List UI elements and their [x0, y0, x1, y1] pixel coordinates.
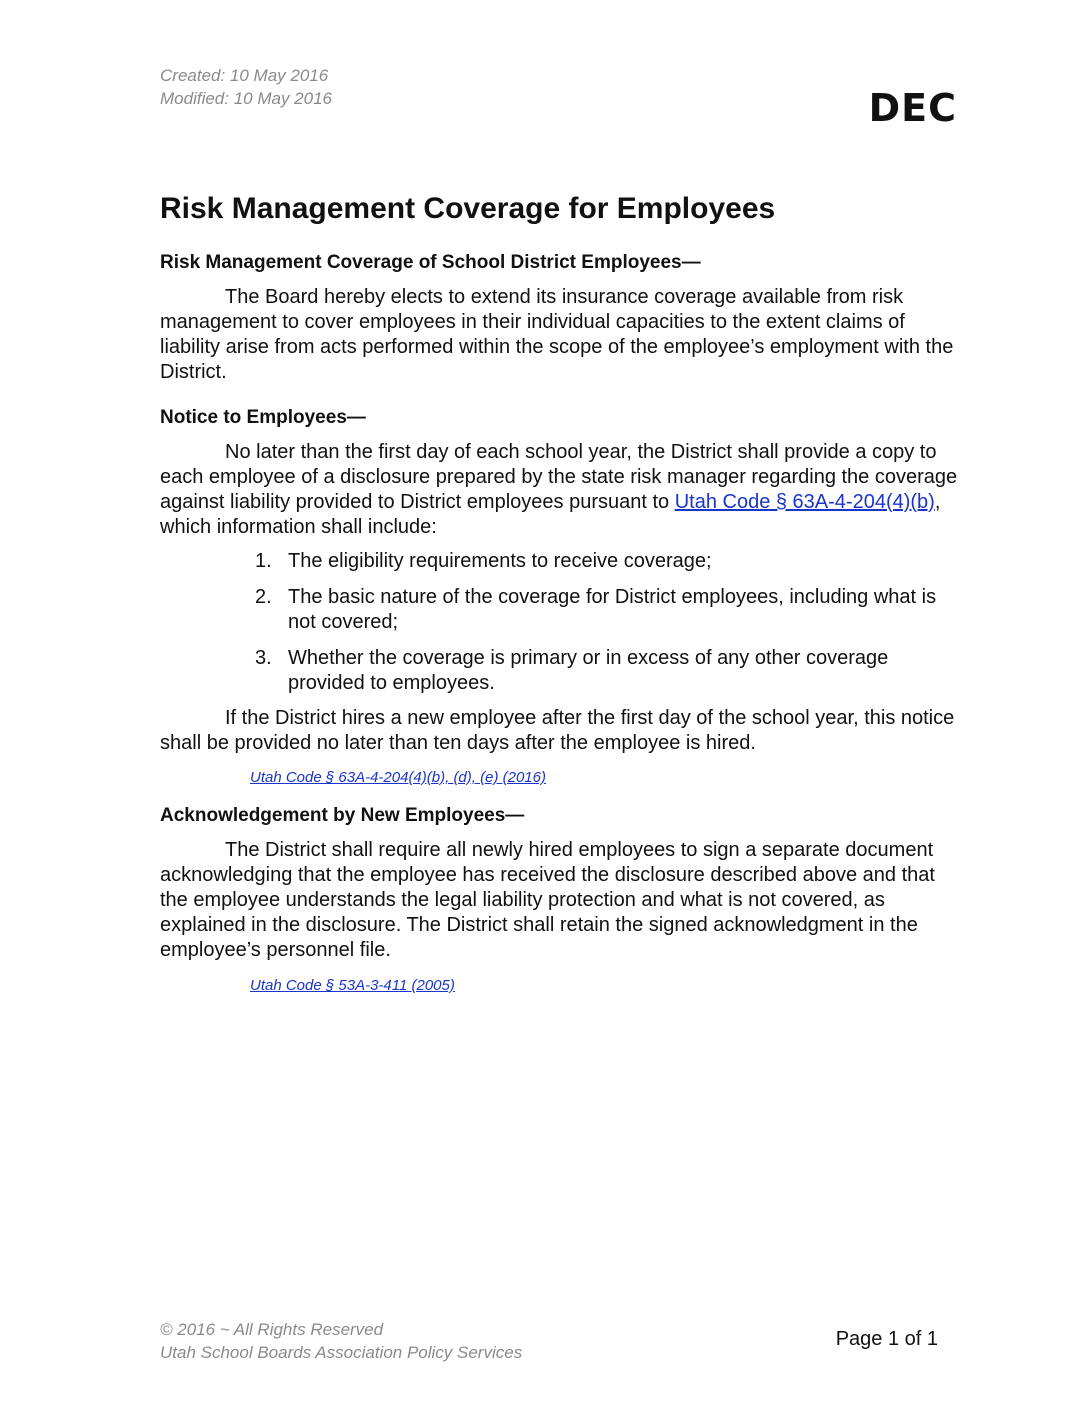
citation [160, 972, 960, 998]
created-date: Created: 10 May 2016 [160, 66, 329, 85]
policy-code: DEC [868, 86, 957, 130]
citation [160, 764, 960, 790]
list-text: The basic nature of the coverage for District employees, including what is not covered; [288, 586, 937, 633]
section-heading: Risk Management Coverage of School District Employees— [160, 252, 701, 273]
section-body: The District shall require all newly hired employees to sign a separate document acknowledging that the employee has received the disclosure described above and that the employee understands the legal liability protection and what is not covered, as explained in the disclosure. The District shall retain the signed acknowledgment in the employee’s personnel file. [160, 839, 935, 961]
citation-link[interactable]: Utah Code § 63A-4-204(4)(b), (d), (e) (2016) [250, 769, 546, 786]
list-number: 2. [255, 586, 272, 608]
page-title: Risk Management Coverage for Employees [160, 192, 776, 225]
section-body [160, 440, 960, 540]
list-item [255, 549, 960, 574]
list-item [255, 646, 960, 696]
utah-code-link[interactable]: Utah Code § 63A-4-204(4)(b) [674, 491, 935, 513]
section-heading: Acknowledgement by New Employees— [160, 805, 525, 826]
citation-link[interactable]: Utah Code § 53A-3-411 (2005) [250, 977, 455, 994]
section-heading: Notice to Employees— [160, 407, 366, 428]
list-text: Whether the coverage is primary or in excess of any other coverage provided to employees. [288, 647, 889, 694]
page-number: Page 1 of 1 [835, 1328, 938, 1350]
list-number: 1. [255, 550, 272, 572]
section-body: The Board hereby elects to extend its insurance coverage available from risk management to cover employees in their individual capacities to the extent claims of liability arise from acts performed within the scope of the employee’s employment with the District. [160, 286, 954, 383]
list-number: 3. [255, 647, 272, 669]
copyright-text: © 2016 ~ All Rights Reserved [160, 1320, 384, 1339]
modified-date: Modified: 10 May 2016 [160, 89, 332, 108]
requirements-list [160, 549, 960, 696]
list-text: The eligibility requirements to receive coverage; [288, 550, 712, 572]
organization-text: Utah School Boards Association Policy Services [160, 1343, 523, 1362]
closing-paragraph: If the District hires a new employee after the first day of the school year, this notice shall be provided no later than ten days after the employee is hired. [160, 707, 955, 754]
section-notice [160, 405, 960, 790]
footer-copyright [160, 1318, 522, 1364]
list-item [255, 585, 960, 635]
body-text: No later than the first day of each school year, the District shall provide a copy to each employee of a disclosure prepared by the state risk manager regarding the coverage against liability provided to District employees pursuant to [160, 441, 958, 513]
body-text: , which information shall include: [160, 491, 941, 538]
section-acknowledgement [160, 803, 960, 998]
section-risk-management [160, 250, 960, 385]
document-metadata [160, 64, 332, 110]
